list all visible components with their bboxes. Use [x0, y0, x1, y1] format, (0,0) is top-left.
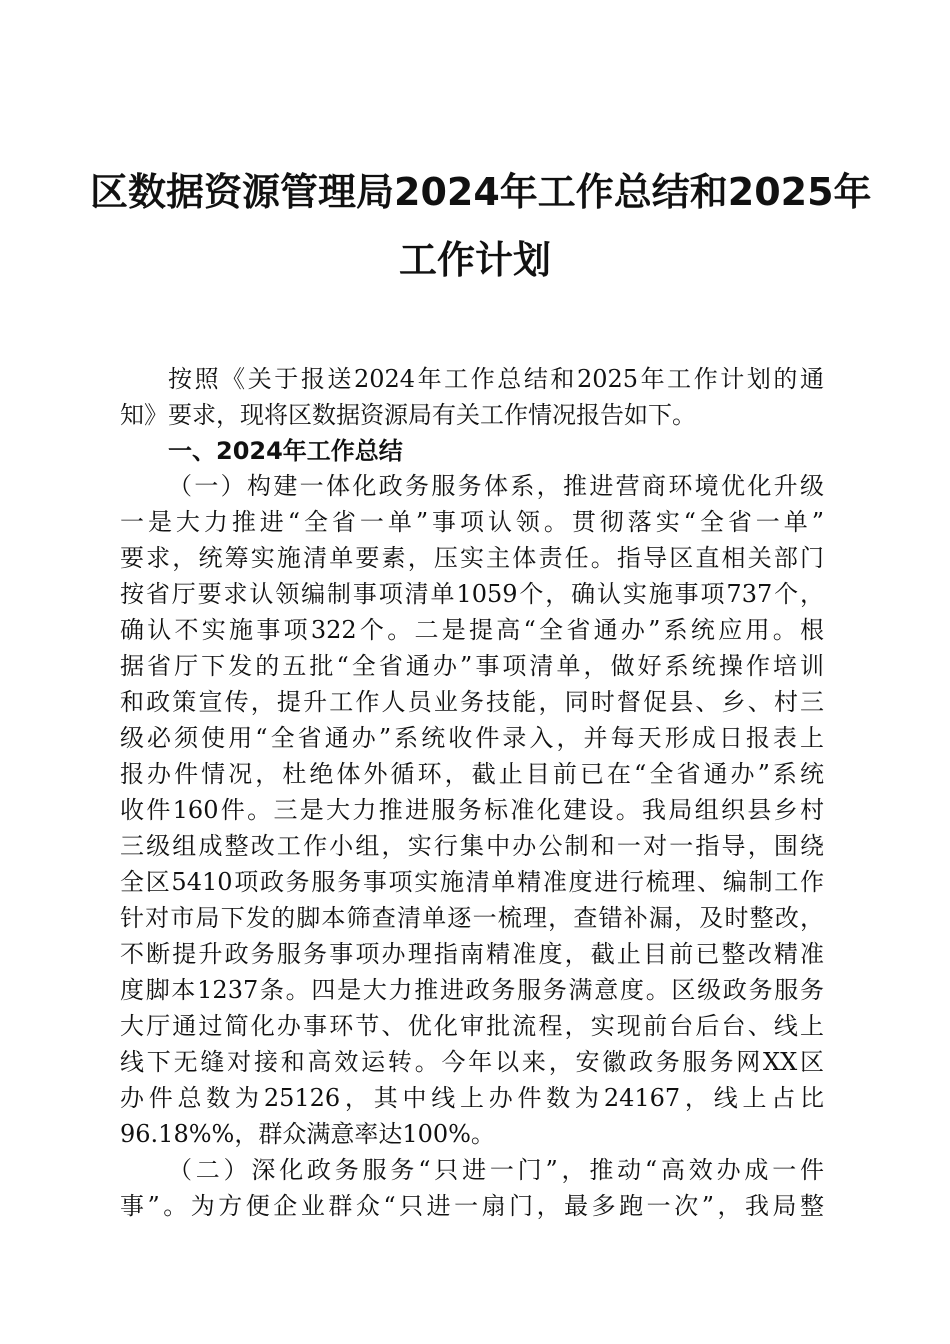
body-line: 96.18%%，群众满意率达100%。 [120, 1120, 495, 1148]
body-line: 按照《关于报送2024年工作总结和2025年工作计划的通 [168, 365, 824, 393]
body-line: 线下无缝对接和高效运转。今年以来，安徽政务服务网XX区 [120, 1048, 824, 1076]
body-line: 报办件情况，杜绝体外循环，截止目前已在“全省通办”系统 [120, 760, 824, 788]
body-line: 办件总数为25126，其中线上办件数为24167，线上占比 [120, 1084, 824, 1112]
body-line: 要求，统筹实施清单要素，压实主体责任。指导区直相关部门 [120, 544, 824, 572]
section-heading: 一、2024年工作总结 [168, 437, 403, 465]
body-line: 三级组成整改工作小组，实行集中办公制和一对一指导，围绕 [120, 832, 824, 860]
subsection-heading: （一）构建一体化政务服务体系，推进营商环境优化升级 [168, 472, 824, 500]
body-line: 按省厅要求认领编制事项清单1059个，确认实施事项737个， [120, 580, 824, 608]
body-line: 收件160件。三是大力推进服务标准化建设。我局组织县乡村 [120, 796, 824, 824]
body-line: 级必须使用“全省通办”系统收件录入，并每天形成日报表上 [120, 724, 824, 752]
body-line: 大厅通过简化办事环节、优化审批流程，实现前台后台、线上 [120, 1012, 824, 1040]
body-line: 度脚本1237条。四是大力推进政务服务满意度。区级政务服务 [120, 976, 824, 1004]
body-line: 知》要求，现将区数据资源局有关工作情况报告如下。 [120, 401, 696, 429]
body-line: 全区5410项政务服务事项实施清单精准度进行梳理、编制工作 [120, 868, 824, 896]
body-line: 针对市局下发的脚本筛查清单逐一梳理，查错补漏，及时整改， [120, 904, 824, 932]
document-title-line-2: 工作计划 [398, 238, 551, 282]
body-line: 和政策宣传，提升工作人员业务技能，同时督促县、乡、村三 [120, 688, 824, 716]
body-line: 一是大力推进“全省一单”事项认领。贯彻落实“全省一单” [120, 508, 824, 536]
subsection-heading: （二）深化政务服务“只进一门”，推动“高效办成一件 [168, 1156, 824, 1184]
body-line: 据省厅下发的五批“全省通办”事项清单，做好系统操作培训 [120, 652, 824, 680]
document-title-line-1: 区数据资源管理局2024年工作总结和2025年 [90, 170, 872, 214]
body-line: 确认不实施事项322个。二是提高“全省通办”系统应用。根 [120, 616, 824, 644]
body-line: 不断提升政务服务事项办理指南精准度，截止目前已整改精准 [120, 940, 824, 968]
body-line: 事”。为方便企业群众“只进一扇门，最多跑一次”，我局整 [120, 1192, 824, 1220]
